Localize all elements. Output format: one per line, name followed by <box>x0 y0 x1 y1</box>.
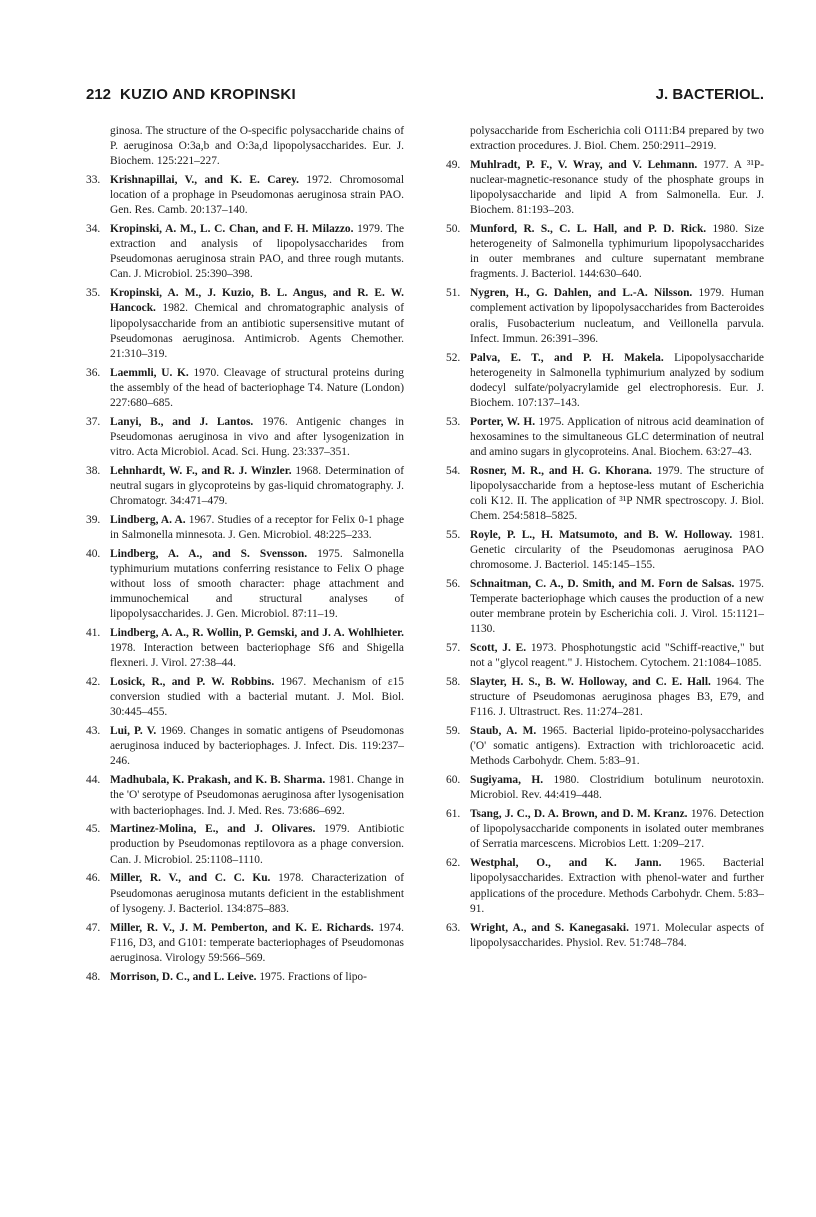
reference-details: 1976. Detection of lipopolysaccharide components in isolated outer membranes of Serratia marcescens. Microbios Lett. 1:209–217. <box>470 808 765 851</box>
reference-entry <box>86 222 404 282</box>
reference-authors: Nygren, H., G. Dahlen, and L.-A. Nilsson. <box>470 287 693 300</box>
reference-details: 1976. Antigenic changes in Pseudomonas aeruginosa in vivo and after lysogenization in vitro. Acta Microbiol. Acad. Sci. Hung. 23:337–351. <box>110 415 404 458</box>
reference-details: 1971. Molecular aspects of lipopolysaccharides. Physiol. Rev. 51:748–784. <box>470 921 764 949</box>
reference-number: 44. <box>86 774 101 787</box>
reference-number: 35. <box>86 287 101 300</box>
reference-list-left <box>86 173 404 985</box>
reference-text <box>470 222 764 282</box>
reference-authors: Lanyi, B., and J. Lantos. <box>110 415 254 428</box>
reference-entry <box>86 286 404 361</box>
reference-entry <box>446 222 764 282</box>
reference-number: 52. <box>446 351 461 364</box>
reference-authors: Madhubala, K. Prakash, and K. B. Sharma. <box>110 774 326 787</box>
reference-text <box>110 675 404 720</box>
reference-entry <box>86 871 404 916</box>
reference-details: 1973. Phosphotungstic acid "Schiff-reactive," but not a "glycol reagent." J. Histochem. Cytochem. 21:1084–1085. <box>470 642 764 670</box>
reference-number: 42. <box>86 676 101 689</box>
reference-text <box>470 641 764 671</box>
journal-abbreviation: J. BACTERIOL. <box>655 86 764 103</box>
reference-authors: Kropinski, A. M., J. Kuzio, B. L. Angus, and R. E. W. Hancock. <box>110 287 404 315</box>
reference-authors: Krishnapillai, V., and K. E. Carey. <box>110 174 299 187</box>
reference-column-left <box>86 124 404 989</box>
reference-entry <box>446 773 764 803</box>
reference-entry <box>446 158 764 218</box>
reference-number: 51. <box>446 287 461 300</box>
reference-number: 39. <box>86 513 101 526</box>
reference-text <box>470 286 764 346</box>
reference-number: 56. <box>446 578 461 590</box>
reference-authors: Westphal, O., and K. Jann. <box>470 857 662 870</box>
reference-number: 63. <box>446 921 461 934</box>
reference-list-right <box>446 158 764 951</box>
reference-entry <box>446 807 764 852</box>
reference-text <box>110 822 404 867</box>
reference-details: 1982. Chemical and chromatographic analysis of lipopolysaccharide from an antibiotic supersensitive mutant of Pseudomonas aeruginosa. Antimicrob. Agents Chemother. 21:310–319. <box>110 302 404 360</box>
reference-details: 1965. Bacterial lipopolysaccharides. Extraction with phenol-water and further applications of the procedure. Methods Carbohydr. Chem. 5:83–91. <box>470 857 764 915</box>
reference-details: 1968. Determination of neutral sugars in glycoproteins by gas-liquid chromatography. J. Chromatogr. 34:471–479. <box>110 464 404 507</box>
reference-details: 1978. Characterization of Pseudomonas aeruginosa mutants deficient in the establishment of lysogeny. J. Bacteriol. 134:875–883. <box>110 872 404 915</box>
reference-details: 1979. Antibiotic production by Pseudomonas reptilovora as a phage conversion. Can. J. Microbiol. 25:1108–1110. <box>110 823 404 866</box>
reference-number: 34. <box>86 223 101 236</box>
reference-text <box>470 528 764 573</box>
reference-number: 53. <box>446 415 461 428</box>
reference-number: 40. <box>86 547 101 560</box>
reference-number: 49. <box>446 158 461 171</box>
reference-number: 57. <box>446 642 461 655</box>
reference-authors: Lindberg, A. A., R. Wollin, P. Gemski, and J. A. Wohlhieter. <box>110 627 404 640</box>
reference-entry <box>86 464 404 509</box>
reference-entry <box>446 464 764 524</box>
reference-entry <box>446 724 764 769</box>
reference-details: 1980. Clostridium botulinum neurotoxin. Microbiol. Rev. 44:419–448. <box>470 774 764 802</box>
reference-continuation: ginosa. The structure of the O-specific polysaccharide chains of P. aeruginosa O:3a,b and O:3a,d lipopolysaccharides. Eur. J. Biochem. 125:221–227. <box>110 125 404 168</box>
reference-entry <box>86 513 404 543</box>
reference-number: 55. <box>446 528 461 541</box>
reference-details: 1975. Temperate bacteriophage which causes the production of a new outer membrane protein by Escherichia coli. J. Virol. 15:1121–1130. <box>470 578 764 636</box>
reference-number: 58. <box>446 676 461 689</box>
reference-details: 1980. Size heterogeneity of Salmonella typhimurium lipopolysaccharides in outer membranes and culture supernatant membrane fragments. J. Bacteriol. 144:630–640. <box>470 223 765 281</box>
reference-number: 41. <box>86 627 101 640</box>
reference-authors: Muhlradt, P. F., V. Wray, and V. Lehmann. <box>470 158 698 171</box>
reference-text <box>470 856 764 916</box>
reference-authors: Porter, W. H. <box>470 415 536 428</box>
reference-entry <box>86 724 404 769</box>
reference-text <box>470 577 764 637</box>
reference-number: 62. <box>446 857 461 870</box>
reference-continuation: polysaccharide from Escherichia coli O111:B4 prepared by two extraction procedures. J. Biol. Chem. 250:2911–2919. <box>470 125 764 153</box>
reference-entry <box>86 415 404 460</box>
reference-number: 59. <box>446 725 461 738</box>
reference-details: 1979. The structure of lipopolysaccharide from a heptose-less mutant of Escherichia coli K12. II. The application of ³¹P NMR spectroscopy. J. Biol. Chem. 254:5818–5825. <box>470 464 764 523</box>
reference-details: 1975. Application of nitrous acid deamination of hexosamines to the simultaneous GLC determination of neutral and amino sugars in glycoproteins. Anal. Biochem. 63:27–43. <box>470 415 764 458</box>
reference-authors: Miller, R. V., J. M. Pemberton, and K. E. Richards. <box>110 921 374 934</box>
reference-authors: Losick, R., and P. W. Robbins. <box>110 676 275 689</box>
reference-number: 61. <box>446 808 461 821</box>
reference-entry <box>446 641 764 671</box>
reference-details: 1967. Mechanism of ε15 conversion studied with a bacterial mutant. J. Mol. Biol. 30:445–455. <box>110 676 404 719</box>
reference-text <box>110 773 404 818</box>
reference-text <box>110 970 404 985</box>
reference-details: 1970. Cleavage of structural proteins during the assembly of the head of bacteriophage T4. Nature (London) 227:680–685. <box>110 366 405 409</box>
reference-authors: Morrison, D. C., and L. Leive. <box>110 970 257 983</box>
reference-text <box>470 807 764 852</box>
reference-authors: Laemmli, U. K. <box>110 366 189 379</box>
reference-entry <box>86 921 404 966</box>
reference-text <box>110 415 404 460</box>
reference-text <box>110 366 404 411</box>
reference-text <box>470 773 764 803</box>
reference-entry <box>86 366 404 411</box>
reference-authors: Lindberg, A. A., and S. Svensson. <box>110 547 308 560</box>
reference-text <box>110 626 404 671</box>
reference-details: 1967. Studies of a receptor for Felix 0-1 phage in Salmonella minnesota. J. Gen. Microbiol. 48:225–233. <box>110 513 405 541</box>
reference-authors: Sugiyama, H. <box>470 774 544 787</box>
reference-number: 50. <box>446 223 461 236</box>
reference-entry <box>446 286 764 346</box>
reference-text <box>110 173 404 218</box>
reference-entry <box>446 351 764 411</box>
reference-number: 37. <box>86 415 101 428</box>
reference-entry <box>86 173 404 218</box>
reference-text <box>470 415 764 460</box>
reference-text <box>470 675 764 720</box>
reference-number: 36. <box>86 366 101 379</box>
reference-text <box>470 724 764 769</box>
running-header <box>86 86 764 110</box>
reference-number: 48. <box>86 970 101 983</box>
reference-details: 1975. Salmonella typhimurium mutations conferring resistance to Felix O phage without loss of smooth character: phage attachment and immunochemical and structural analyses of lipopolysaccharides. J. Gen. Microbiol. 87:11–19. <box>110 547 404 621</box>
reference-details: 1981. Genetic circularity of the Pseudomonas aeruginosa PAO chromosome. J. Bacteriol. 145:145–155. <box>470 528 764 572</box>
reference-text <box>110 222 404 282</box>
reference-entry <box>86 773 404 818</box>
reference-entry <box>446 415 764 460</box>
reference-text <box>110 921 404 966</box>
reference-number: 46. <box>86 872 101 885</box>
reference-number: 43. <box>86 725 101 738</box>
reference-number: 38. <box>86 464 101 477</box>
reference-authors: Staub, A. M. <box>470 725 537 738</box>
reference-column-right <box>446 124 764 955</box>
reference-text <box>110 871 404 916</box>
reference-entry <box>446 577 764 637</box>
reference-text <box>110 547 404 622</box>
reference-authors: Palva, E. T., and P. H. Makela. <box>470 351 664 364</box>
reference-text <box>110 464 404 509</box>
reference-details: 1969. Changes in somatic antigens of Pseudomonas aeruginosa induced by bacteriophages. J. Infect. Dis. 119:237–246. <box>110 725 404 768</box>
page-number: 212 <box>86 86 112 103</box>
reference-number: 60. <box>446 774 461 787</box>
reference-text <box>110 286 404 361</box>
running-head-authors: KUZIO AND KROPINSKI <box>120 86 296 103</box>
reference-entry <box>86 970 404 985</box>
reference-authors: Miller, R. V., and C. C. Ku. <box>110 872 271 885</box>
reference-entry <box>86 822 404 867</box>
reference-authors: Rosner, M. R., and H. G. Khorana. <box>470 464 652 477</box>
reference-details: 1964. The structure of Pseudomonas aeruginosa phages B3, E79, and F116. J. Ultrastruct. Res. 11:274–281. <box>470 676 765 719</box>
reference-details: 1965. Bacterial lipido-proteino-polysaccharides ('O' somatic antigens). Extraction with trichloroacetic acid. Methods Carbohydr. Chem. 5:83–91. <box>470 725 764 768</box>
reference-details: 1972. Chromosomal location of a prophage in Pseudomonas aeruginosa strain PAO. Gen. Res. Camb. 20:137–140. <box>110 174 404 217</box>
reference-authors: Scott, J. E. <box>470 642 527 655</box>
reference-authors: Lui, P. V. <box>110 725 157 738</box>
reference-authors: Tsang, J. C., D. A. Brown, and D. M. Kranz. <box>470 808 688 821</box>
reference-authors: Martinez-Molina, E., and J. Olivares. <box>110 823 316 836</box>
reference-authors: Lehnhardt, W. F., and R. J. Winzler. <box>110 464 292 477</box>
reference-authors: Kropinski, A. M., L. C. Chan, and F. H. Milazzo. <box>110 223 354 236</box>
reference-entry <box>86 675 404 720</box>
reference-text <box>110 724 404 769</box>
reference-text <box>470 158 764 218</box>
reference-number: 45. <box>86 823 101 836</box>
reference-entry <box>446 856 764 916</box>
reference-details: 1981. Change in the 'O' serotype of Pseudomonas aeruginosa after lysogenisation with bacteriophages. Ind. J. Med. Res. 73:686–692. <box>110 774 404 817</box>
reference-text <box>470 921 764 951</box>
reference-authors: Slayter, H. S., B. W. Holloway, and C. E. Hall. <box>470 676 711 689</box>
reference-details: 1977. A ³¹P-nuclear-magnetic-resonance study of the phosphate groups in lipopolysaccharide and lipid A from Salmonella. Eur. J. Biochem. 81:193–203. <box>470 158 764 217</box>
reference-details: 1975. Fractions of lipo- <box>256 970 367 983</box>
reference-text <box>110 513 404 543</box>
reference-authors: Munford, R. S., C. L. Hall, and P. D. Rick. <box>470 223 707 236</box>
reference-entry <box>446 528 764 573</box>
reference-number: 33. <box>86 174 101 187</box>
reference-details: 1979. Human complement activation by lipopolysaccharides from Bacteroides oralis, Fusobacterium nucleatum, and Veillonella parvula. Infect. Immun. 26:391–396. <box>470 287 764 345</box>
reference-text <box>470 351 764 411</box>
reference-authors: Royle, P. L., H. Matsumoto, and B. W. Holloway. <box>470 528 733 541</box>
reference-entry <box>446 675 764 720</box>
reference-entry <box>86 626 404 671</box>
reference-authors: Wright, A., and S. Kanegasaki. <box>470 921 629 934</box>
reference-number: 54. <box>446 464 461 477</box>
reference-entry <box>446 921 764 951</box>
reference-entry <box>86 547 404 622</box>
reference-details: Lipopolysaccharide heterogeneity in Salmonella typhimurium analyzed by sodium dodecyl sulfate/polyacrylamide gel electrophoresis. Eur. J. Biochem. 107:137–143. <box>470 351 764 409</box>
reference-details: 1974. F116, D3, and G101: temperate bacteriophages of Pseudomonas aeruginosa. Virology 59:566–569. <box>110 921 404 964</box>
reference-text <box>470 464 764 524</box>
reference-number: 47. <box>86 921 101 934</box>
reference-authors: Schnaitman, C. A., D. Smith, and M. Forn de Salsas. <box>470 578 735 590</box>
reference-details: 1978. Interaction between bacteriophage Sf6 and Shigella flexneri. J. Virol. 27:38–44. <box>110 642 404 670</box>
reference-authors: Lindberg, A. A. <box>110 513 186 526</box>
reference-details: 1979. The extraction and analysis of lipopolysaccharides from Pseudomonas aeruginosa strain PAO, and three rough mutants. Can. J. Microbiol. 25:390–398. <box>110 223 405 281</box>
